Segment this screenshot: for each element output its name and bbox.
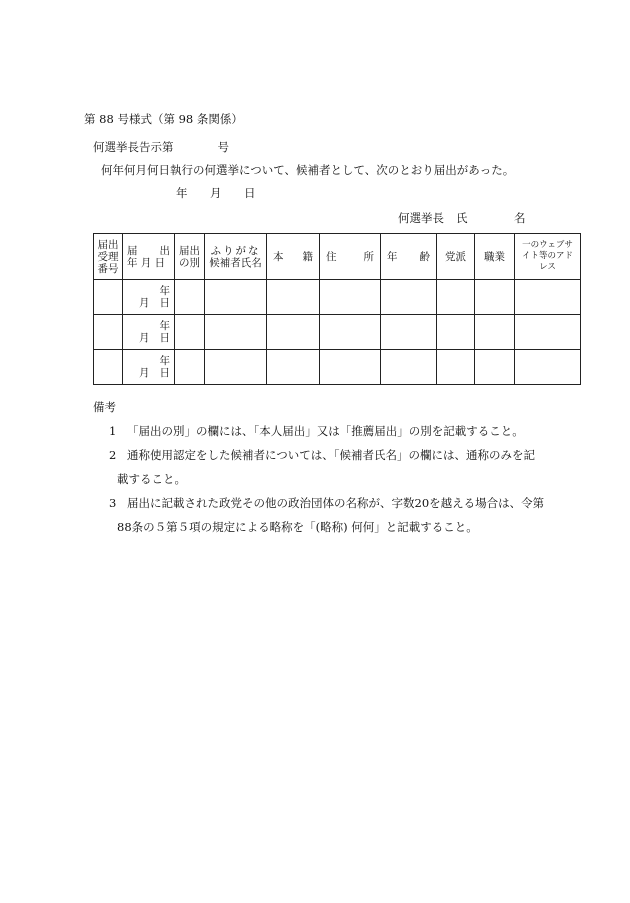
table-row — [94, 350, 581, 385]
signature-line — [398, 210, 526, 226]
header-filing-date — [123, 234, 175, 280]
note-2 — [109, 447, 535, 463]
date-line — [176, 185, 256, 201]
notes-title: 備考 — [93, 400, 116, 414]
header-furigana: ふりがな — [210, 244, 261, 257]
note-number: 3 — [109, 496, 117, 510]
note-3-continuation: 88条の５第５項の規定による略称を「(略称) 何何」と記載すること。 — [117, 520, 478, 534]
date-year: 年 — [176, 186, 188, 200]
header-party: 党派 — [437, 234, 475, 280]
notice-suffix: 号 — [217, 140, 229, 154]
header-age: 年 齢 — [381, 234, 437, 280]
header-website: 一のウェブサイト等のアドレス — [515, 234, 581, 280]
note-2-continuation: 載すること。 — [117, 472, 186, 486]
date-day: 日 — [244, 186, 256, 200]
date-month: 月 — [210, 186, 222, 200]
row-date: 年 月 日 — [139, 320, 170, 344]
header-candidate-name — [205, 234, 267, 280]
note-text: 届出に記載された政党その他の政治団体の名称が、字数20を越える場合は、令第 — [127, 496, 545, 510]
notice-line — [93, 139, 229, 155]
signature-title: 何選挙長 — [398, 211, 444, 225]
notice-prefix: 何選挙長告示第 — [93, 140, 174, 154]
signature-shi: 氏 — [456, 211, 468, 225]
header-receipt-number: 届出受理番号 — [94, 234, 123, 280]
signature-mei: 名 — [514, 211, 526, 225]
header-filing-date-ymd: 年 月 日 — [127, 256, 166, 269]
table-row — [94, 315, 581, 350]
row-date: 年 月 日 — [139, 355, 170, 379]
header-filing-type: 届出の別 — [175, 234, 205, 280]
note-number: 1 — [109, 424, 117, 438]
note-3 — [109, 495, 544, 511]
form-title: 第 88 号様式（第 98 条関係） — [84, 112, 243, 126]
note-text: 通称使用認定をした候補者については、「候補者氏名」の欄には、通称のみを記 — [127, 448, 536, 462]
header-address: 住 所 — [320, 234, 381, 280]
note-1 — [109, 423, 524, 439]
header-filing-date-left: 届 — [127, 244, 138, 257]
body-text: 何年何月何日執行の何選挙について、候補者として、次のとおり届出があった。 — [101, 163, 515, 177]
table-header-row — [94, 234, 581, 280]
header-honseki: 本 籍 — [267, 234, 320, 280]
header-occupation: 職業 — [475, 234, 515, 280]
note-number: 2 — [109, 448, 117, 462]
header-candidate-name-label: 候補者氏名 — [209, 256, 262, 269]
table-row — [94, 280, 581, 315]
registration-table — [93, 233, 581, 385]
header-filing-date-right: 出 — [159, 244, 170, 257]
row-date: 年 月 日 — [139, 285, 170, 309]
note-text: 「届出の別」の欄には、「本人届出」又は「推薦届出」の別を記載すること。 — [127, 424, 524, 438]
